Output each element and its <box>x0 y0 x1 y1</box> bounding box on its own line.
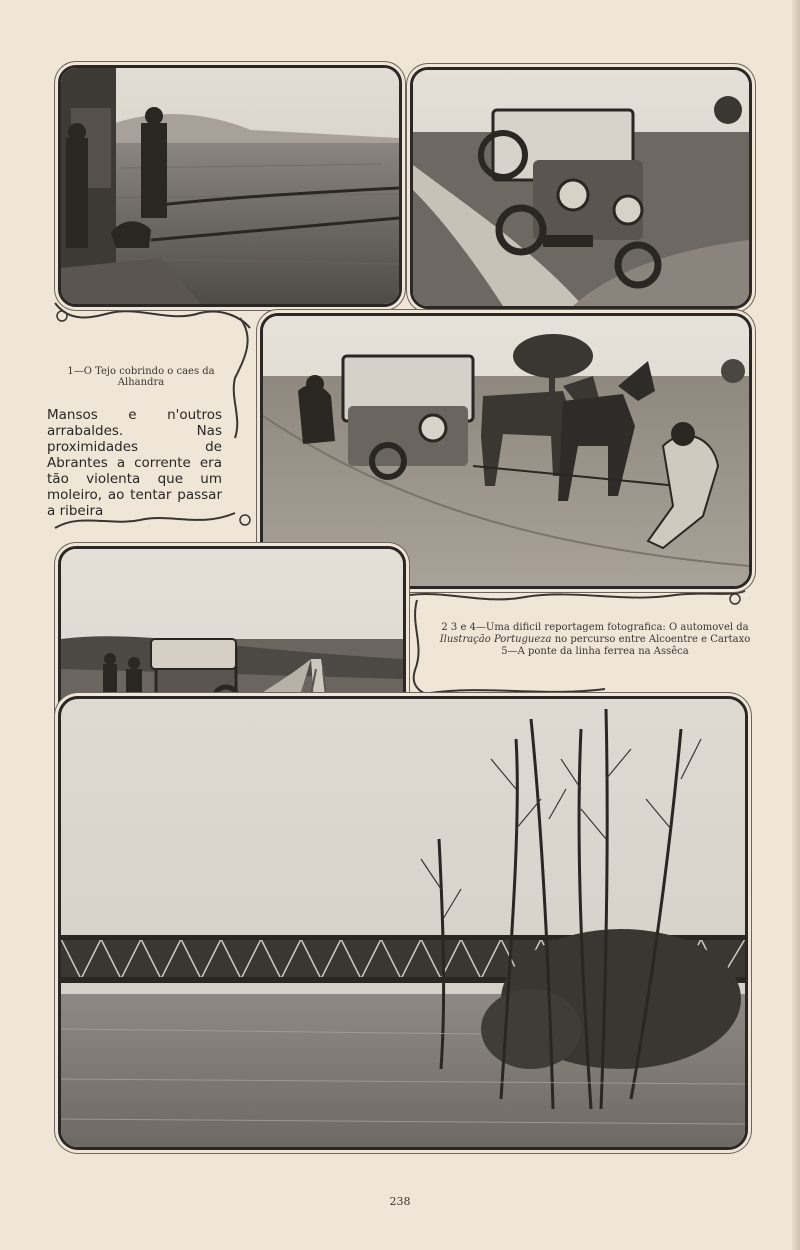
photo-5-railway-bridge <box>58 696 748 1150</box>
caption-2-line-1 <box>430 622 760 646</box>
caption-1-text: Tejo cobrindo o caes da Alhandra <box>95 366 215 388</box>
caption-1-prefix: 1—O <box>67 366 92 377</box>
photo-1-flooded-quay <box>58 65 402 307</box>
caption-2-text-before-title: 2 3 e 4—Uma dificil reportagem fotografica: O automovel da <box>441 622 749 633</box>
caption-2-line-2: 5—A ponte da linha ferrea na Assêca <box>501 646 689 657</box>
caption-2-magazine-title: Ilustração Portugueza <box>439 634 552 645</box>
caption-2-text-after-title: no percurso entre Alcoentre e Cartaxo <box>551 634 751 645</box>
photo-2-automobile-on-road <box>410 67 752 309</box>
caption-photos-2-5 <box>430 622 760 658</box>
caption-photo-1 <box>56 366 226 388</box>
page-edge <box>792 0 800 1250</box>
page-number: 238 <box>389 1195 411 1208</box>
article-text: Mansos e n'outros arrabaldes. Nas proximidades de Abrantes a corrente era tão violenta que um moleiro, ao tentar passar a ribeira <box>47 407 222 519</box>
